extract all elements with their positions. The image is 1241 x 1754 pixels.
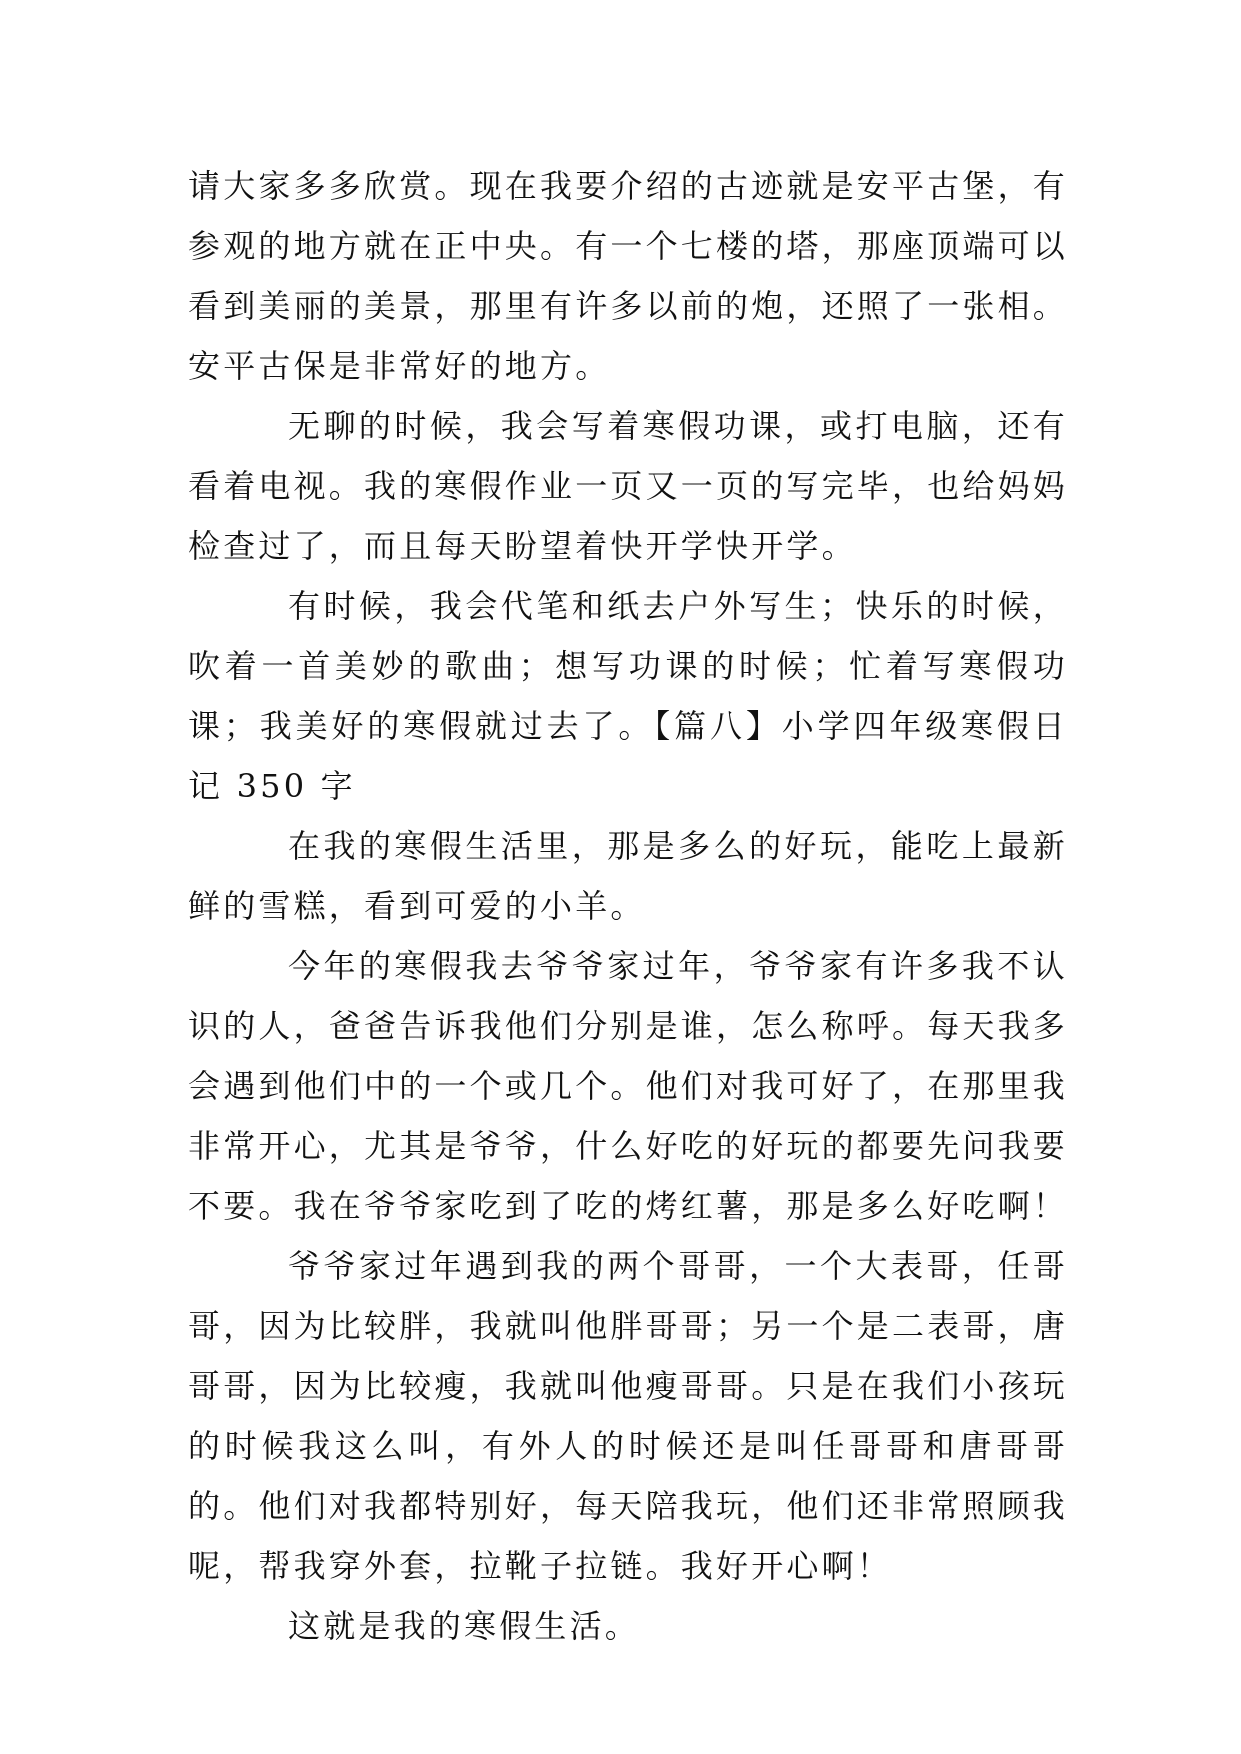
paragraph: 今年的寒假我去爷爷家过年，爷爷家有许多我不认识的人，爸爸告诉我他们分别是谁，怎么称呼。每天我多会遇到他们中的一个或几个。他们对我可好了，在那里我非常开心，尤其是爷爷，什么好吃的好玩的都要先问我要不要。我在爷爷家吃到了吃的烤红薯，那是多么好吃啊！ bbox=[188, 947, 1069, 1225]
paragraph: 爷爷家过年遇到我的两个哥哥，一个大表哥，任哥哥，因为比较胖，我就叫他胖哥哥；另一个是二表哥，唐哥哥，因为比较瘦，我就叫他瘦哥哥。只是在我们小孩玩的时候我这么叫，有外人的时候还是叫任哥哥和唐哥哥的。他们对我都特别好，每天陪我玩，他们还非常照顾我呢，帮我穿外套，拉靴子拉链。我好开心啊！ bbox=[188, 1247, 1069, 1585]
paragraph: 这就是我的寒假生活。 bbox=[288, 1607, 641, 1645]
paragraph: 有时候，我会代笔和纸去户外写生；快乐的时候，吹着一首美妙的歌曲；想写功课的时候；忙着写寒假功课；我美好的寒假就过去了。【篇八】小学四年级寒假日记 350 字 bbox=[188, 587, 1068, 805]
paragraph: 在我的寒假生活里，那是多么的好玩，能吃上最新鲜的雪糕，看到可爱的小羊。 bbox=[188, 827, 1068, 925]
body-text bbox=[188, 156, 1068, 1656]
paragraph: 请大家多多欣赏。现在我要介绍的古迹就是安平古堡，有参观的地方就在正中央。有一个七楼的塔，那座顶端可以看到美丽的美景，那里有许多以前的炮，还照了一张相。安平古保是非常好的地方。 bbox=[188, 167, 1069, 385]
paragraph: 无聊的时候，我会写着寒假功课，或打电脑，还有看着电视。我的寒假作业一页又一页的写完毕，也给妈妈检查过了，而且每天盼望着快开学快开学。 bbox=[188, 407, 1069, 565]
